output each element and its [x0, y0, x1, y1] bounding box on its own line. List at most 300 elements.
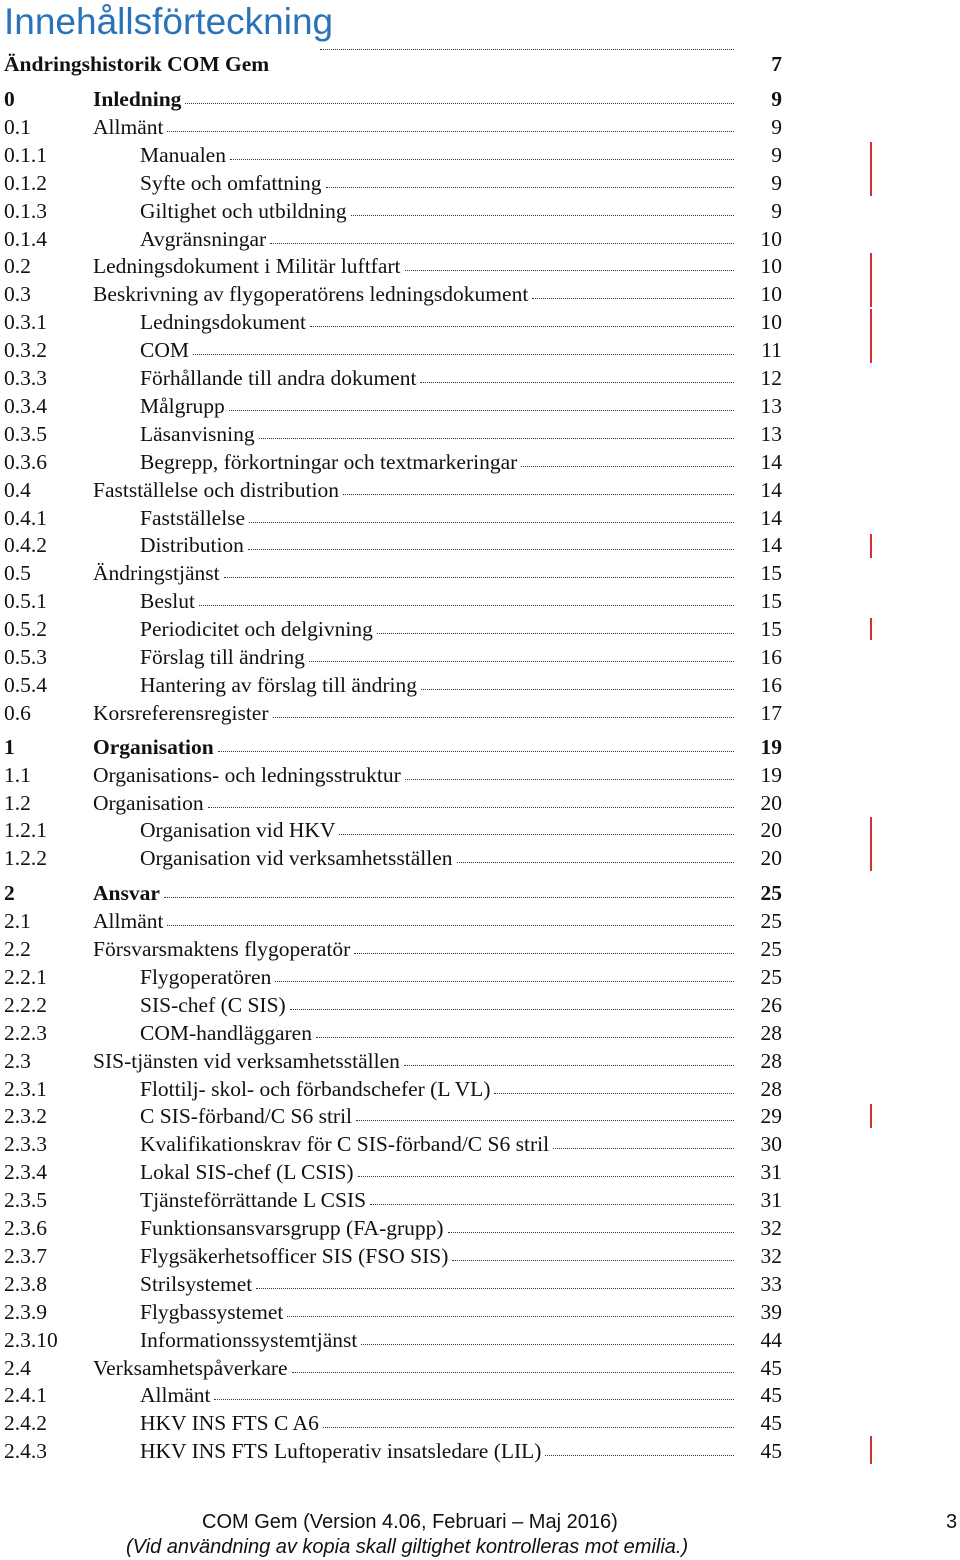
dot-leader [199, 604, 734, 606]
toc-entry-title: SIS-tjänsten vid verksamhetsställen [93, 1048, 400, 1073]
toc-entry-page: 14 [760, 449, 782, 474]
dot-leader [545, 1454, 734, 1456]
toc-entry-label [140, 1242, 734, 1270]
toc-entry-label [140, 504, 734, 532]
dot-leader [230, 158, 734, 160]
toc-entry-title: Försvarsmaktens flygoperatör [93, 937, 351, 961]
dot-leader [354, 952, 734, 954]
toc-entry-label [93, 699, 734, 727]
dot-leader [377, 632, 734, 634]
toc-entry-title: Organisations- och ledningsstruktur [93, 762, 401, 787]
toc-entry-page: 31 [760, 1188, 782, 1213]
toc-entry-label [93, 559, 734, 587]
toc-entry-page: 29 [760, 1104, 782, 1129]
toc-entry-title: HKV INS FTS Luftoperativ insatsledare (LIL) [140, 1439, 542, 1464]
dot-leader [370, 1203, 734, 1205]
dot-leader [405, 269, 734, 271]
toc-entry-page: 9 [771, 114, 782, 139]
toc-entry-page: 17 [760, 700, 782, 725]
toc-entry[interactable] [0, 733, 790, 761]
toc-entry-label [93, 935, 734, 963]
toc-entry-label [93, 1047, 734, 1075]
dot-leader [494, 1092, 734, 1094]
toc-entry-title: Korsreferensregister [93, 700, 269, 725]
toc-entry-title: Hantering av förslag till ändring [140, 672, 418, 697]
toc-entry-number: 2.3.10 [4, 1327, 58, 1352]
dot-leader [323, 1426, 734, 1428]
toc-entry-number: 2.3.5 [4, 1188, 47, 1213]
dot-leader [356, 1119, 734, 1121]
toc-entry-label [93, 1354, 734, 1382]
toc-entry-number: 0.1.3 [4, 198, 47, 223]
toc-entry[interactable] [0, 1047, 790, 1075]
dot-leader [290, 1008, 734, 1010]
toc-entry[interactable] [0, 85, 790, 113]
toc-entry[interactable] [0, 1381, 790, 1409]
toc-entry-number: 0.3 [4, 282, 31, 307]
toc-entry-label [140, 1130, 734, 1158]
toc-entry-number: 0.3.2 [4, 338, 47, 363]
toc-entry-number: 1.2.2 [4, 846, 47, 871]
toc-entry-label [140, 615, 734, 643]
toc-entry[interactable] [0, 1214, 790, 1242]
toc-entry-page: 45 [760, 1411, 782, 1436]
toc-entry-title: Fastställelse och distribution [93, 477, 340, 502]
toc-entry-title: SIS-chef (C SIS) [140, 992, 286, 1017]
toc-entry[interactable] [0, 761, 790, 789]
toc-entry-title: Organisation vid HKV [140, 818, 336, 843]
toc-entry-number: 0.3.3 [4, 366, 47, 390]
toc-entry-page: 13 [760, 421, 782, 446]
toc-entry-number: 2.2.1 [4, 964, 47, 989]
toc-entry-number: 0.5.2 [4, 617, 47, 642]
toc-entry-number: 0.5.3 [4, 645, 47, 669]
toc-entry-number: 1 [4, 734, 15, 759]
toc-entry-label [93, 761, 734, 789]
toc-entry[interactable] [0, 504, 790, 532]
toc-entry-label [140, 844, 734, 872]
toc-entry-number: 0.5.1 [4, 589, 47, 614]
change-bar [870, 142, 872, 196]
toc-entry[interactable] [0, 1437, 790, 1465]
toc-entry-number: 0 [4, 87, 15, 111]
toc-entry[interactable] [0, 1242, 790, 1270]
toc-entry-title: Avgränsningar [140, 226, 267, 251]
toc-entry-number: 2.2 [4, 937, 31, 961]
dot-leader [193, 353, 734, 355]
toc-entry-label [140, 643, 734, 671]
toc-entry-number: 0.6 [4, 700, 31, 725]
toc-entry-title: Flygoperatören [140, 964, 272, 989]
toc-entry-label [140, 420, 734, 448]
toc-entry-number: 2.4.1 [4, 1383, 47, 1408]
toc-entry-label [316, 50, 734, 56]
toc-entry-number: 2.2.3 [4, 1020, 47, 1045]
toc-entry-page: 20 [760, 790, 782, 815]
dot-leader [351, 214, 734, 216]
toc-entry-title: Syfte och omfattning [140, 170, 322, 195]
toc-entry-number: 1.2 [4, 790, 31, 815]
dot-leader [248, 548, 734, 550]
toc-entry-title: Ledningsdokument i Militär luftfart [93, 254, 401, 279]
toc-entry-title: Tjänsteförrättande L CSIS [140, 1188, 367, 1213]
toc-entry-page: 26 [760, 992, 782, 1017]
dot-leader [229, 409, 734, 411]
toc-entry-label [140, 308, 734, 336]
toc-entry[interactable] [0, 1186, 790, 1214]
dot-leader [167, 924, 734, 926]
change-bar [870, 1436, 872, 1464]
dot-leader [273, 716, 735, 718]
toc-entry-title: Ansvar [93, 881, 160, 906]
toc-entry-number: 2.3.4 [4, 1160, 47, 1185]
toc-entry-page: 9 [771, 170, 782, 195]
toc-entry-page: 44 [760, 1327, 782, 1352]
toc-entry-number: 2.3 [4, 1048, 31, 1073]
toc-entry[interactable] [0, 169, 790, 197]
dot-leader [457, 861, 735, 863]
toc-entry-label [140, 336, 734, 364]
toc-entry-page: 45 [760, 1355, 782, 1380]
dot-leader [214, 1398, 734, 1400]
toc-entry[interactable] [0, 587, 790, 615]
toc-entry-page: 31 [760, 1160, 782, 1185]
toc-entry-title: Kvalifikationskrav för C SIS-förband/C S6 stril [140, 1132, 550, 1157]
toc-entry[interactable] [0, 559, 790, 587]
dot-leader [452, 1259, 734, 1261]
toc-entry[interactable] [0, 1298, 790, 1326]
change-bar [870, 534, 872, 558]
toc-entry-page: 14 [760, 505, 782, 530]
toc-entry-number: 1.1 [4, 762, 31, 787]
toc-entry[interactable] [0, 991, 790, 1019]
toc-entry-number: 2.4.3 [4, 1439, 47, 1464]
toc-entry-title: Verksamhetspåverkare [93, 1355, 288, 1380]
toc-entry-page: 10 [760, 310, 782, 335]
dot-leader [421, 688, 734, 690]
toc-entry-page: 12 [760, 366, 782, 390]
toc-entry-page: 25 [760, 881, 782, 906]
dot-leader [256, 1287, 734, 1289]
toc-entry-page: 20 [760, 846, 782, 871]
toc-entry-page: 30 [760, 1132, 782, 1157]
dot-leader [358, 1175, 734, 1177]
toc-entry-number: 0.3.6 [4, 449, 47, 474]
toc-entry-number: 2.3.8 [4, 1271, 47, 1296]
change-bar [870, 309, 872, 363]
toc-entry-page: 10 [760, 254, 782, 279]
dot-leader [287, 1315, 734, 1317]
dot-leader [532, 297, 734, 299]
toc-entry-label [140, 1326, 734, 1354]
toc-entry-number: 2.4.2 [4, 1411, 47, 1436]
toc-entry-number: 0.5.4 [4, 672, 47, 697]
toc-entry-label [140, 1381, 734, 1409]
dot-leader [270, 242, 734, 244]
dot-leader [320, 48, 734, 50]
toc-entry-title: Flygbassystemet [140, 1299, 284, 1324]
toc-entry-title: Periodicitet och delgivning [140, 617, 373, 642]
toc-entry-page: 14 [760, 477, 782, 502]
toc-entry[interactable] [0, 879, 790, 907]
dot-leader [309, 660, 734, 662]
change-bar [870, 817, 872, 871]
toc-entry-label [140, 671, 734, 699]
toc-entry-number: 0.1.4 [4, 226, 47, 251]
toc-entry-number: 2.1 [4, 909, 31, 934]
toc-entry-number: 0.2 [4, 254, 31, 279]
dot-leader [185, 102, 734, 104]
toc-entry-title: Strilsystemet [140, 1271, 253, 1296]
toc-entry-title: Organisation [93, 790, 204, 815]
toc-entry-label [140, 392, 734, 420]
toc-entry-label [140, 141, 734, 169]
toc-entry-page: 20 [760, 818, 782, 843]
toc-entry[interactable] [0, 280, 790, 308]
toc-entry-page: 19 [760, 734, 782, 759]
toc-entry[interactable] [0, 308, 790, 336]
toc-entry-page: 45 [760, 1383, 782, 1408]
toc-entry[interactable] [0, 141, 790, 169]
toc-entry-number: 2 [4, 881, 15, 906]
toc-entry-number: 2.3.6 [4, 1216, 47, 1240]
toc-entry-title: HKV INS FTS C A6 [140, 1411, 319, 1436]
toc-entry[interactable] [0, 1270, 790, 1298]
dot-leader [326, 186, 734, 188]
toc-entry[interactable] [0, 615, 790, 643]
dot-leader [361, 1343, 734, 1345]
dot-leader [521, 465, 734, 467]
toc-entry-title: Fastställelse [140, 505, 246, 530]
toc-entry-title: Organisation vid verksamhetsställen [140, 846, 453, 871]
toc-entry[interactable] [0, 50, 790, 78]
toc-entry[interactable] [0, 420, 790, 448]
dot-leader [420, 381, 734, 383]
toc-entry[interactable] [0, 1158, 790, 1186]
toc-entry[interactable] [0, 476, 790, 504]
footer-note: (Vid användning av kopia skall giltighet kontrolleras mot emilia.) [126, 1536, 689, 1558]
toc-entry-label [140, 364, 734, 392]
toc-entry-label [140, 816, 734, 844]
toc-entry-label [93, 280, 734, 308]
toc-entry[interactable] [0, 448, 790, 476]
toc-entry[interactable] [0, 643, 790, 671]
toc-entry-number: 0.1 [4, 114, 31, 139]
toc-entry-label [140, 1158, 734, 1186]
dot-leader [218, 750, 734, 752]
toc-entry-page: 25 [760, 909, 782, 934]
change-bar [870, 253, 872, 307]
toc-entry-label [93, 879, 734, 907]
toc-entry[interactable] [0, 789, 790, 817]
toc-entry-page: 39 [760, 1299, 782, 1324]
toc-entry-page: 10 [760, 282, 782, 307]
toc-entry-label [140, 197, 734, 225]
footer-version: COM Gem (Version 4.06, Februari – Maj 2016) [202, 1511, 618, 1533]
toc-entry-number: 0.3.1 [4, 310, 47, 335]
toc-entry[interactable] [0, 252, 790, 280]
change-bar [870, 618, 872, 640]
toc-entry-label [140, 1214, 734, 1242]
toc-entry-number: 2.3.7 [4, 1243, 47, 1268]
toc-entry-number: 1.2.1 [4, 818, 47, 843]
toc-entry-label [140, 1186, 734, 1214]
toc-entry-label [93, 789, 734, 817]
dot-leader [292, 1371, 734, 1373]
toc-entry-number: 0.3.5 [4, 421, 47, 446]
toc-entry[interactable] [0, 907, 790, 935]
toc-entry-label [140, 963, 734, 991]
toc-entry-title: Läsanvisning [140, 421, 255, 446]
toc-entry-label [140, 991, 734, 1019]
toc-entry-title: Giltighet och utbildning [140, 198, 347, 223]
toc-entry-title: Manualen [140, 142, 226, 167]
toc-entry-label [93, 733, 734, 761]
toc-entry[interactable] [0, 531, 790, 559]
toc-entry-page: 9 [771, 198, 782, 223]
toc-entry-number: 0.4.1 [4, 505, 47, 530]
dot-leader [259, 437, 734, 439]
toc-entry-page: 15 [760, 561, 782, 586]
dot-leader [164, 896, 734, 898]
toc-entry-number: 0.1.2 [4, 170, 47, 195]
dot-leader [343, 493, 734, 495]
toc-entry-page: 28 [760, 1020, 782, 1045]
toc-entry-title: Allmänt [93, 909, 164, 934]
dot-leader [339, 833, 734, 835]
change-bar [870, 1104, 872, 1128]
toc-entry[interactable] [0, 671, 790, 699]
toc-entry-title: Funktionsansvarsgrupp (FA-grupp) [140, 1216, 444, 1240]
toc-entry-title: Distribution [140, 533, 244, 558]
toc-entry[interactable] [0, 364, 790, 392]
dot-leader [448, 1231, 734, 1233]
toc-entry-page: 10 [760, 226, 782, 251]
footer-page-number: 3 [946, 1511, 958, 1533]
toc-entry-title: Målgrupp [140, 393, 225, 418]
toc-entry-title: Flottilj- skol- och förbandschefer (L VL) [140, 1076, 491, 1101]
toc-entry-page: 28 [760, 1076, 782, 1101]
toc-entry[interactable] [0, 816, 790, 844]
toc-entry-page: 25 [760, 937, 782, 961]
toc-entry[interactable] [0, 1102, 790, 1130]
toc-entry-label [93, 113, 734, 141]
toc-entry-page: 9 [771, 142, 782, 167]
toc-entry-page: 45 [760, 1439, 782, 1464]
toc-entry-label [93, 907, 734, 935]
toc-entry-label [140, 1075, 734, 1103]
toc-entry-title: Allmänt [93, 114, 164, 139]
toc-entry[interactable] [0, 1409, 790, 1437]
toc-entry-title: COM-handläggaren [140, 1020, 312, 1045]
dot-leader [553, 1147, 734, 1149]
toc-entry-number: 0.1.1 [4, 142, 47, 167]
toc-entry-title: Flygsäkerhetsofficer SIS (FSO SIS) [140, 1243, 449, 1268]
toc-entry-title: Organisation [93, 734, 214, 759]
toc-entry-title: Beslut [140, 589, 195, 614]
toc-entry-page: 15 [760, 589, 782, 614]
toc-entry-title: Beskrivning av flygoperatörens ledningsdokument [93, 282, 529, 307]
toc-entry[interactable] [0, 1326, 790, 1354]
toc-entry-label [140, 1019, 734, 1047]
page-title: Innehållsförteckning [4, 1, 334, 42]
dot-leader [310, 325, 734, 327]
toc-entry-number: 2.3.2 [4, 1104, 47, 1129]
toc-entry-number: 0.5 [4, 561, 31, 586]
toc-entry-title: Förhållande till andra dokument [140, 366, 417, 390]
toc-entry-page: 25 [760, 964, 782, 989]
toc-entry-number: 0.4 [4, 477, 31, 502]
toc-entry[interactable] [0, 963, 790, 991]
toc-entry-label [93, 476, 734, 504]
toc-entry-label [140, 1270, 734, 1298]
dot-leader [224, 576, 734, 578]
toc-entry-label [140, 1102, 734, 1130]
toc-entry-label [140, 1298, 734, 1326]
toc-entry-label [93, 252, 734, 280]
toc-entry-page: 33 [760, 1271, 782, 1296]
toc-entry[interactable] [0, 1075, 790, 1103]
toc-entry-number: 2.3.9 [4, 1299, 47, 1324]
toc-entry-page: 15 [760, 617, 782, 642]
toc-entry-title: Begrepp, förkortningar och textmarkeringar [140, 449, 518, 474]
toc-entry[interactable] [0, 1019, 790, 1047]
toc-entry[interactable] [0, 197, 790, 225]
toc-entry-page: 14 [760, 533, 782, 558]
toc-entry[interactable] [0, 699, 790, 727]
toc-entry-title: C SIS-förband/C S6 stril [140, 1104, 353, 1129]
toc-entry-number: 2.4 [4, 1355, 31, 1380]
toc-entry-label [93, 85, 734, 113]
toc-entry-number: 2.3.1 [4, 1076, 47, 1101]
toc-entry-label [140, 225, 734, 253]
toc-entry-page: 19 [760, 762, 782, 787]
toc-entry-label [140, 169, 734, 197]
dot-leader [208, 806, 734, 808]
toc-entry[interactable] [0, 113, 790, 141]
toc-entry[interactable] [0, 392, 790, 420]
toc-entry-page: 32 [760, 1243, 782, 1268]
toc-entry-title: Inledning [93, 87, 182, 111]
toc-entry-number: 2.3.3 [4, 1132, 47, 1157]
toc-entry-page: 28 [760, 1048, 782, 1073]
toc-entry-page: 32 [760, 1216, 782, 1240]
toc-entry-title: Allmänt [140, 1383, 211, 1408]
dot-leader [404, 1064, 734, 1066]
toc-entry[interactable] [0, 1130, 790, 1158]
toc-entry-page: 16 [760, 672, 782, 697]
toc-entry[interactable] [0, 225, 790, 253]
toc-entry[interactable] [0, 1354, 790, 1382]
toc-entry[interactable] [0, 336, 790, 364]
toc-entry-title: Förslag till ändring [140, 645, 305, 669]
toc-entry-page: 16 [760, 645, 782, 669]
toc-entry-label [140, 587, 734, 615]
toc-entry-title: Ledningsdokument [140, 310, 307, 335]
toc-entry-page: 11 [761, 338, 782, 363]
dot-leader [316, 1036, 734, 1038]
toc-entry[interactable] [0, 844, 790, 872]
toc-entry-page: 9 [771, 87, 782, 111]
toc-entry-page: 13 [760, 393, 782, 418]
toc-entry-label [140, 1409, 734, 1437]
toc-entry-number: 0.4.2 [4, 533, 47, 558]
toc-entry-number: Ändringshistorik COM Gem [4, 52, 270, 76]
toc-entry-title: Informationssystemtjänst [140, 1327, 358, 1352]
toc-entry[interactable] [0, 935, 790, 963]
toc-entry-label [140, 448, 734, 476]
dot-leader [405, 778, 734, 780]
